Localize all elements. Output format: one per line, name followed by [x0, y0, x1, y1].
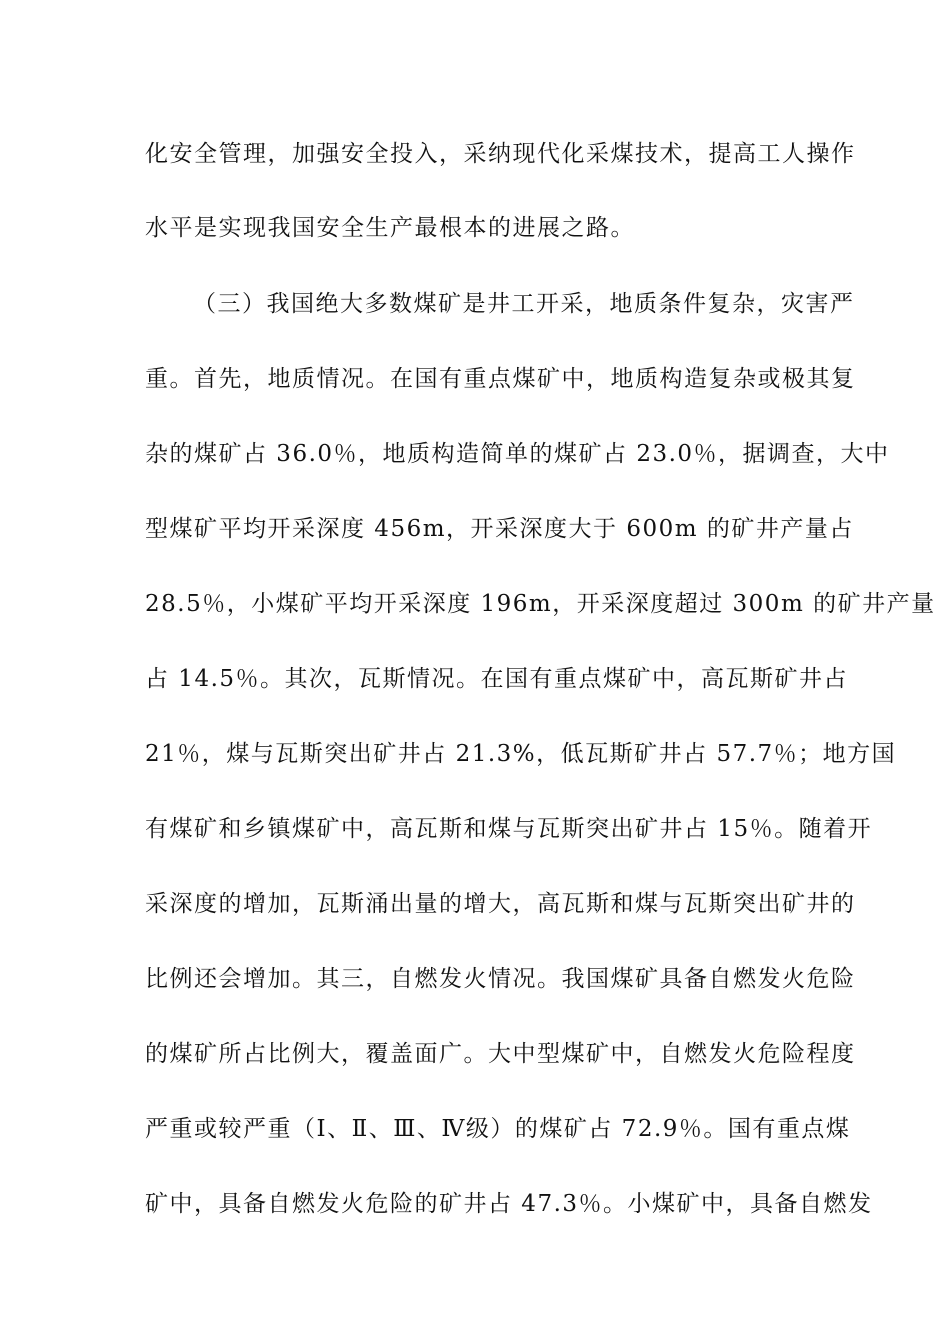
text-line-9: 21％，煤与瓦斯突出矿井占 21.3%，低瓦斯矿井占 57.7％；地方国	[145, 741, 897, 767]
text-line-4: 重。首先，地质情况。在国有重点煤矿中，地质构造复杂或极其复	[145, 366, 856, 392]
text-line-1: 化安全管理，加强安全投入，采纳现代化采煤技术，提高工人操作	[145, 141, 856, 167]
text-line-6: 型煤矿平均开采深度 456m，开采深度大于 600m 的矿井产量占	[145, 516, 854, 542]
text-line-10: 有煤矿和乡镇煤矿中，高瓦斯和煤与瓦斯突出矿井占 15％。随着开	[145, 816, 873, 842]
text-line-7: 28.5％，小煤矿平均开采深度 196m，开采深度超过 300m 的矿井产量	[145, 591, 936, 617]
text-line-3: （三）我国绝大多数煤矿是井工开采，地质条件复杂，灾害严	[193, 291, 855, 317]
text-line-8: 占 14.5％。其次，瓦斯情况。在国有重点煤矿中，高瓦斯矿井占	[145, 666, 849, 692]
text-line-12: 比例还会增加。其三，自燃发火情况。我国煤矿具备自燃发火危险	[145, 966, 856, 992]
text-line-14: 严重或较严重（Ⅰ、Ⅱ、Ⅲ、Ⅳ级）的煤矿占 72.9％。国有重点煤	[145, 1116, 851, 1142]
text-line-2: 水平是实现我国安全生产最根本的进展之路。	[145, 215, 635, 241]
text-line-11: 采深度的增加，瓦斯涌出量的增大，高瓦斯和煤与瓦斯突出矿井的	[145, 891, 856, 917]
text-line-15: 矿中，具备自燃发火危险的矿井占 47.3％。小煤矿中，具备自燃发	[145, 1191, 873, 1217]
text-line-13: 的煤矿所占比例大，覆盖面广。大中型煤矿中，自燃发火危险程度	[145, 1041, 856, 1067]
text-line-5: 杂的煤矿占 36.0％，地质构造简单的煤矿占 23.0％，据调查，大中	[145, 441, 890, 467]
